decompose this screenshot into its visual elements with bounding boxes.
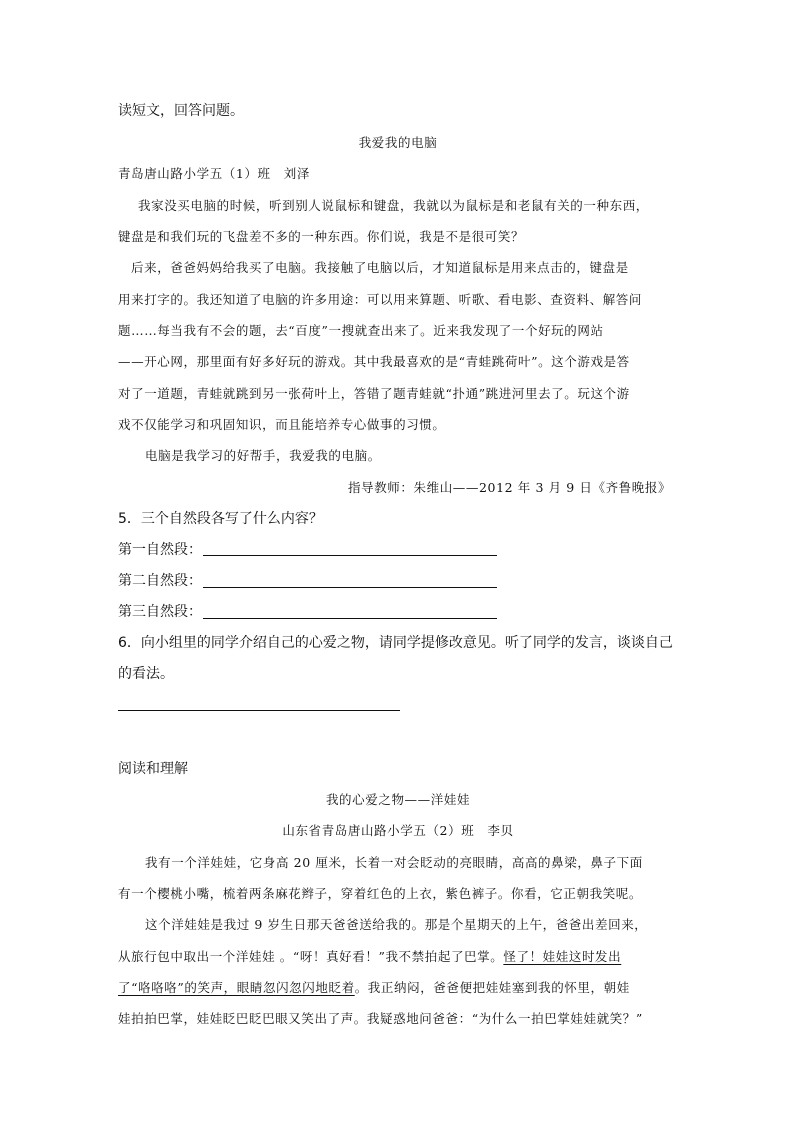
underlined-text: 怪了！娃娃这时发出 [503,949,622,964]
paragraph-line: 对了一道题，青蛙就跳到另一张荷叶上，答错了题青蛙就“扑通”跳进河里去了。玩这个游 [118,386,630,401]
text-segment: 。我正纳闷，爸爸便把娃娃塞到我的怀里，朝娃 [354,980,630,995]
paragraph-line: 我家没买电脑的时候，听到别人说鼠标和键盘，我就以为鼠标是和老鼠有关的一种东西， [138,198,649,213]
text-segment: 从旅行包中取出一个洋娃娃 。“呀！真好看！”我不禁拍起了巴掌。 [118,949,504,964]
paragraph-line: 键盘是和我们玩的飞盘差不多的一种东西。你们说，我是不是很可笑？ [118,229,525,244]
paragraph-line: ——开心网，那里面有好多好玩的游戏。其中我最喜欢的是“青蛙跳荷叶”。这个游戏是答 [118,354,630,369]
answer-line-2[interactable] [203,587,497,588]
paragraph-line: 我有一个洋娃娃，它身高 20 厘米，长着一对会眨动的亮眼睛，高高的鼻梁，鼻子下面 [145,855,643,870]
paragraph-line: 后来，爸爸妈妈给我买了电脑。我接触了电脑以后，才知道鼠标是用来点击的，键盘是 [131,260,629,275]
paragraph-line: 这个洋娃娃是我过 9 岁生日那天爸爸送给我的。那是个星期天的上午，爸爸出差回来， [145,917,648,932]
blank-label-1: 第一自然段： [118,542,202,558]
question-6-line-2: 的看法。 [118,666,174,682]
question-6-line-1: 6．向小组里的同学介绍自己的心爱之物，请同学提修改意见。听了同学的发言，谈谈自己 [118,635,673,651]
paragraph-line: 戏不仅能学习和巩固知识，而且能培养专心做事的习惯。 [118,417,446,432]
blank-label-3: 第三自然段： [118,604,202,620]
paragraph-line: 娃拍拍巴掌，娃娃眨巴眨巴眼又笑出了声。我疑惑地问爸爸：“为什么一拍巴掌娃娃就笑？” [118,1011,643,1026]
paragraph-line: 电脑是我学习的好帮手，我爱我的电脑。 [145,448,381,463]
blank-label-2: 第二自然段： [118,573,202,589]
paragraph-line: 用来打字的。我还知道了电脑的许多用途：可以用来算题、听歌、看电影、查资料、解答问 [118,292,643,307]
question-5: 5．三个自然段各写了什么内容？ [118,511,323,527]
paragraph-line [118,947,621,967]
paragraph-line: 题……每当我有不会的题，去“百度”一搜就查出来了。近来我发现了一个好玩的网站 [118,323,604,338]
article-byline: 山东省青岛唐山路小学五（2）班 李贝 [282,823,514,838]
article-title: 我的心爱之物——洋娃娃 [325,792,471,807]
section-heading: 阅读和理解 [118,761,188,777]
instruction: 读短文，回答问题。 [118,103,244,119]
answer-line-3[interactable] [203,618,497,619]
paragraph-line [118,978,630,998]
article-title: 我爱我的电脑 [358,135,438,150]
teacher-credit: 指导教师：朱维山——2012 年 3 月 9 日《齐鲁晚报》 [348,480,672,495]
underlined-text: 了“咯咯咯”的笑声，眼睛忽闪忽闪地眨着 [118,980,355,995]
paragraph-line: 有一个樱桃小嘴，梳着两条麻花辫子，穿着红色的上衣，紫色裤子。你看，它正朝我笑呢。 [118,886,643,901]
answer-line-1[interactable] [203,555,497,556]
answer-line-6[interactable] [118,710,400,711]
article-byline: 青岛唐山路小学五（1）班 刘泽 [118,166,310,181]
